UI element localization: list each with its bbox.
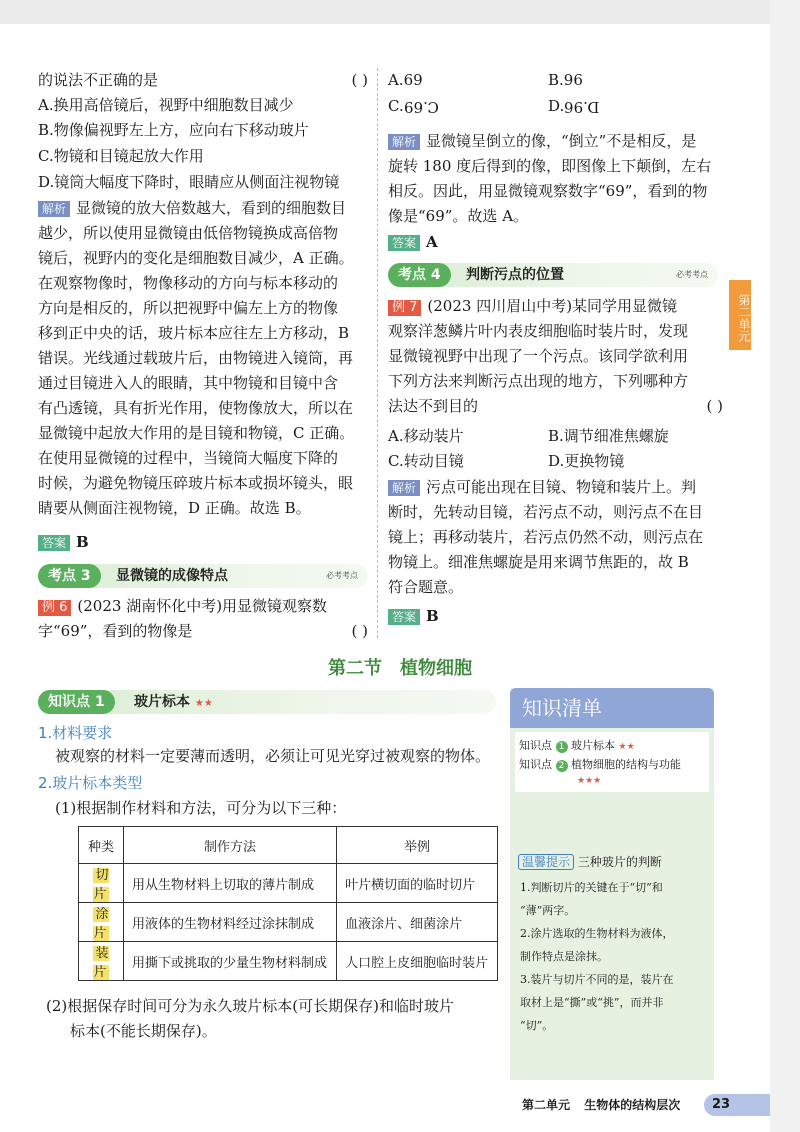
table-row: 装片 用撕下或挑取的少量生物材料制成 人口腔上皮细胞临时装片	[79, 942, 498, 981]
option-c: C.物镜和目镜起放大作用	[38, 147, 204, 165]
kaodian-3-bar	[38, 564, 368, 588]
analysis-block-3: 解析 污点可能出现在目镜、物镜和装片上。判 断时，先转动目镜，若污点不动，则污点不在目 镜上；再移动装片，若污点仍然不动，则污点在 物镜上。细准焦螺旋是用来调节焦距的，故 B 符合题意。	[388, 478, 704, 596]
importance-stars: ★★	[194, 698, 213, 709]
question-intro: 的说法不正确的是 ( )	[38, 71, 368, 89]
ex7-option-b: B.调节细准焦螺旋	[548, 427, 669, 445]
page-right-edge	[770, 0, 800, 1132]
footer-running-head	[522, 1096, 680, 1114]
ex7-option-a: A.移动装片	[388, 427, 464, 445]
tip-title: 三种玻片的判断	[577, 855, 662, 869]
kaodian-4-title: 判断污点的位置	[466, 267, 564, 283]
kaodian-3-title: 显微镜的成像特点	[116, 568, 228, 584]
list-item: 知识点 1 玻片标本 ★★	[519, 739, 635, 752]
kaodian-3-label: 考点 3	[38, 564, 101, 588]
tip-content: 1.判断切片的关键在于“切”和 “薄”两字。 2.涂片选取的生物材料为液体， 制作特点是涂抹。 3.装片与切片不同的是，装片在 取材上是“撕”或“挑”，而并非 “切”。	[520, 881, 674, 1032]
option-d: D.D.96	[548, 97, 600, 116]
unit-side-tab: 第二单元	[729, 280, 751, 350]
types-intro: (1)根据制作材料和方法，可分为以下三种：	[55, 799, 347, 817]
example-6: 例 6 (2023 湖南怀化中考)用显微镜观察数	[38, 594, 327, 619]
sidebar-title: 知识清单	[522, 696, 602, 720]
footer-unit: 第二单元	[522, 1098, 571, 1112]
analysis-block-2: 解析 显微镜呈倒立的像，“倒立”不是相反，是 旋转 180 度后得到的像，即图像上下颠倒，左右 相反。因此，用显微镜观察数字“69”，看到的物 像是“69”。故选 A。	[388, 132, 712, 225]
page-number: 23	[704, 1094, 770, 1116]
example-7: 例 7 (2023 四川眉山中考)某同学用显微镜 观察洋葱鳞片叶内表皮细胞临时装片时，发现 显微镜视野中出现了一个污点。该同学欲利用 下列方法来判断污点出现的地方，下列哪种方 法达不到目的 ( )	[388, 297, 723, 415]
preservation-text-1: (2)根据保存时间可分为永久玻片标本(可长期保存)和临时玻片	[46, 997, 454, 1015]
must-test-mark: 必考考点	[676, 270, 708, 279]
heading-material: 1.材料要求	[38, 724, 113, 742]
table-row: 切片 用从生物材料上切取的薄片制成 叶片横切面的临时切片	[79, 864, 498, 903]
table-row: 涂片 用液体的生物材料经过涂抹制成 血液涂片、细菌涂片	[79, 903, 498, 942]
answer-1: 答案 B	[38, 530, 89, 555]
table-header: 制作方法	[124, 827, 337, 864]
option-d: D.镜筒大幅度下降时，眼睛应从侧面注视物镜	[38, 173, 340, 191]
ex7-option-d: D.更换物镜	[548, 452, 625, 470]
column-divider	[377, 68, 378, 638]
page-top-edge	[0, 0, 800, 24]
table-header-row	[79, 827, 498, 864]
table-header: 举例	[337, 827, 498, 864]
analysis-block-1: 解析 显微镜的放大倍数越大，看到的细胞数目 越少，所以使用显微镜由低倍物镜换成高倍物 镜后，视野内的变化是细胞数目减少，A 正确。 在观察物像时，物像移动的方向与标本移动的 方向是相反的，所以把视野中偏左上方的物像 移到正中央的话，玻片标本应往左上方移动，B 错误。光线通过载玻片后，由物镜进入镜筒，再 通过目镜进入人的眼睛，其中物镜和目镜中含 有凸透镜，具有折光作用，使物像放大，所以在 显微镜中起放大作用的是目镜和物镜，C 正确。 在使用显微镜的过程中，当镜筒大幅度下降的 时候，为避免物镜压碎玻片标本或损坏镜头，眼 睛要从侧面注视物镜，D 正确。故选 B。	[38, 199, 355, 517]
tip-label: 温馨提示	[518, 854, 574, 870]
ex7-option-c: C.转动目镜	[388, 452, 464, 470]
tip-header	[518, 852, 708, 872]
option-b: B.物像偏视野左上方，应向右下移动玻片	[38, 121, 309, 139]
knowledge-list	[515, 732, 709, 792]
must-test-mark: 必考考点	[326, 571, 358, 580]
slide-types-table	[78, 826, 498, 981]
answer-2: 答案 A	[388, 230, 438, 255]
example-6-line2: 字“69”，看到的物像是 ( )	[38, 622, 368, 640]
option-a-69: A.69	[388, 71, 423, 89]
option-c: C.C.69	[388, 97, 439, 116]
section-title: 第二节 植物细胞	[328, 658, 472, 679]
kaodian-4-bar	[388, 263, 718, 287]
sidebar-title-bar	[510, 688, 714, 728]
analysis-tag: 解析	[38, 201, 70, 217]
footer-chapter: 生物体的结构层次	[584, 1098, 681, 1112]
knowledge-1-bar	[38, 690, 496, 714]
preservation-text-2: 标本(不能长期保存)。	[70, 1022, 217, 1040]
answer-3: 答案 B	[388, 604, 439, 629]
option-b-96: B.96	[548, 71, 583, 89]
knowledge-1-label: 知识点 1	[38, 690, 115, 714]
kaodian-4-label: 考点 4	[388, 263, 451, 287]
knowledge-1-title: 玻片标本	[134, 694, 190, 710]
table-header: 种类	[79, 827, 124, 864]
list-item: 知识点 2 植物细胞的结构与功能 ★★★	[519, 758, 681, 786]
heading-types: 2.玻片标本类型	[38, 774, 143, 792]
material-text: 被观察的材料一定要薄而透明，必须让可见光穿过被观察的物体。	[55, 747, 491, 765]
option-a: A.换用高倍镜后，视野中细胞数目减少	[38, 96, 294, 114]
